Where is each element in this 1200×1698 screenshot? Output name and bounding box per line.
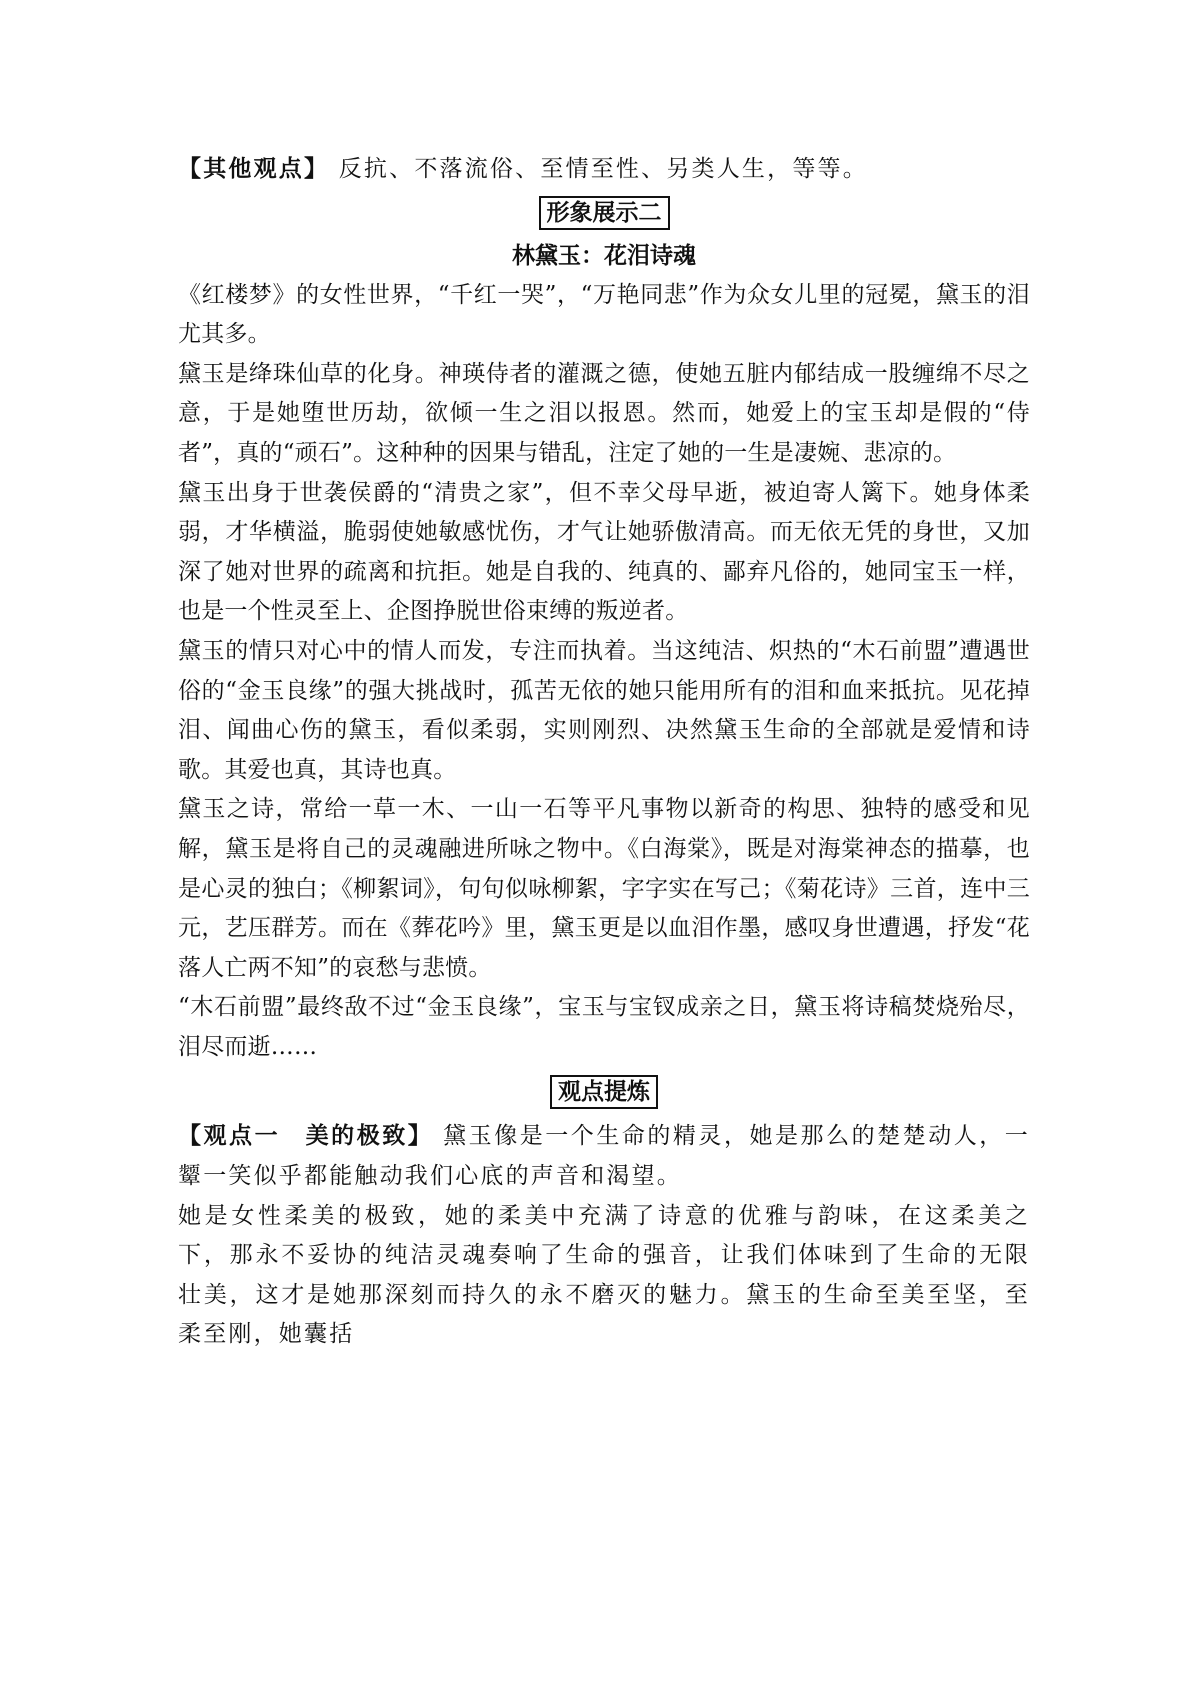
body-paragraph-1: 《红楼梦》的女性世界，“千红一哭”，“万艳同悲”作为众女儿里的冠冕，黛玉的泪尤其多。 (178, 281, 1030, 348)
view1-label: 【观点一 美的极致】 (178, 1123, 434, 1150)
document-page (178, 150, 1030, 1355)
other-views-label: 【其他观点】 (178, 156, 330, 182)
view1-paragraph (178, 1117, 1030, 1196)
body-paragraph-3: 黛玉出身于世袭侯爵的“清贵之家”，但不幸父母早逝，被迫寄人篱下。她身体柔弱，才华横溢，脆弱使她敏感忧伤，才气让她骄傲清高。而无依无凭的身世，又加深了她对世界的疏离和抗拒。她是自我的、纯真的、鄙弃凡俗的，她同宝玉一样，也是一个性灵至上、企图挣脱世俗束缚的叛逆者。 (178, 479, 1030, 625)
other-views-text: 反抗、不落流俗、至情至性、另类人生，等等。 (338, 156, 868, 182)
section-heading-image-display-2: 形象展示二 (539, 196, 670, 230)
body-paragraph-4: 黛玉的情只对心中的情人而发，专注而执着。当这纯洁、炽热的“木石前盟”遭遇世俗的“金玉良缘”的强大挑战时，孤苦无依的她只能用所有的泪和血来抵抗。见花掉泪、闻曲心伤的黛玉，看似柔弱，实则刚烈、决然黛玉生命的全部就是爱情和诗歌。其爱也真，其诗也真。 (178, 637, 1030, 783)
view1-text: 黛玉像是一个生命的精灵，她是那么的楚楚动人，一颦一笑似乎都能触动我们心底的声音和渴望。 (178, 1123, 1030, 1190)
other-views-paragraph (178, 150, 1030, 190)
view1-paragraph-2: 她是女性柔美的极致，她的柔美中充满了诗意的优雅与韵味，在这柔美之下，那永不妥协的纯洁灵魂奏响了生命的强音，让我们体味到了生命的无限壮美，这才是她那深刻而持久的永不磨灭的魅力。黛玉的生命至美至坚，至柔至刚，她囊括 (178, 1202, 1030, 1348)
section-heading-wrap (178, 196, 1030, 230)
section-heading-viewpoint-extraction: 观点提炼 (550, 1075, 658, 1109)
body-paragraph-5: 黛玉之诗，常给一草一木、一山一石等平凡事物以新奇的构思、独特的感受和见解，黛玉是将自己的灵魂融进所咏之物中。《白海棠》，既是对海棠神态的描摹，也是心灵的独白；《柳絮词》，句句似咏柳絮，字字实在写己；《菊花诗》三首，连中三元，艺压群芳。而在《葬花吟》里，黛玉更是以血泪作墨，感叹身世遭遇，抒发“花落人亡两不知”的哀愁与悲愤。 (178, 796, 1030, 981)
section-subtitle: 林黛玉：花泪诗魂 (512, 242, 696, 269)
body-paragraph-6: “木石前盟”最终敌不过“金玉良缘”，宝玉与宝钗成亲之日，黛玉将诗稿焚烧殆尽，泪尽而逝…… (178, 994, 1030, 1060)
body-paragraph-2: 黛玉是绛珠仙草的化身。神瑛侍者的灌溉之德，使她五脏内郁结成一股缠绵不尽之意，于是她堕世历劫，欲倾一生之泪以报恩。然而，她爱上的宝玉却是假的“侍者”，真的“顽石”。这种种的因果与错乱，注定了她的一生是凄婉、悲凉的。 (178, 360, 1030, 466)
section-heading-wrap-2 (178, 1075, 1030, 1109)
